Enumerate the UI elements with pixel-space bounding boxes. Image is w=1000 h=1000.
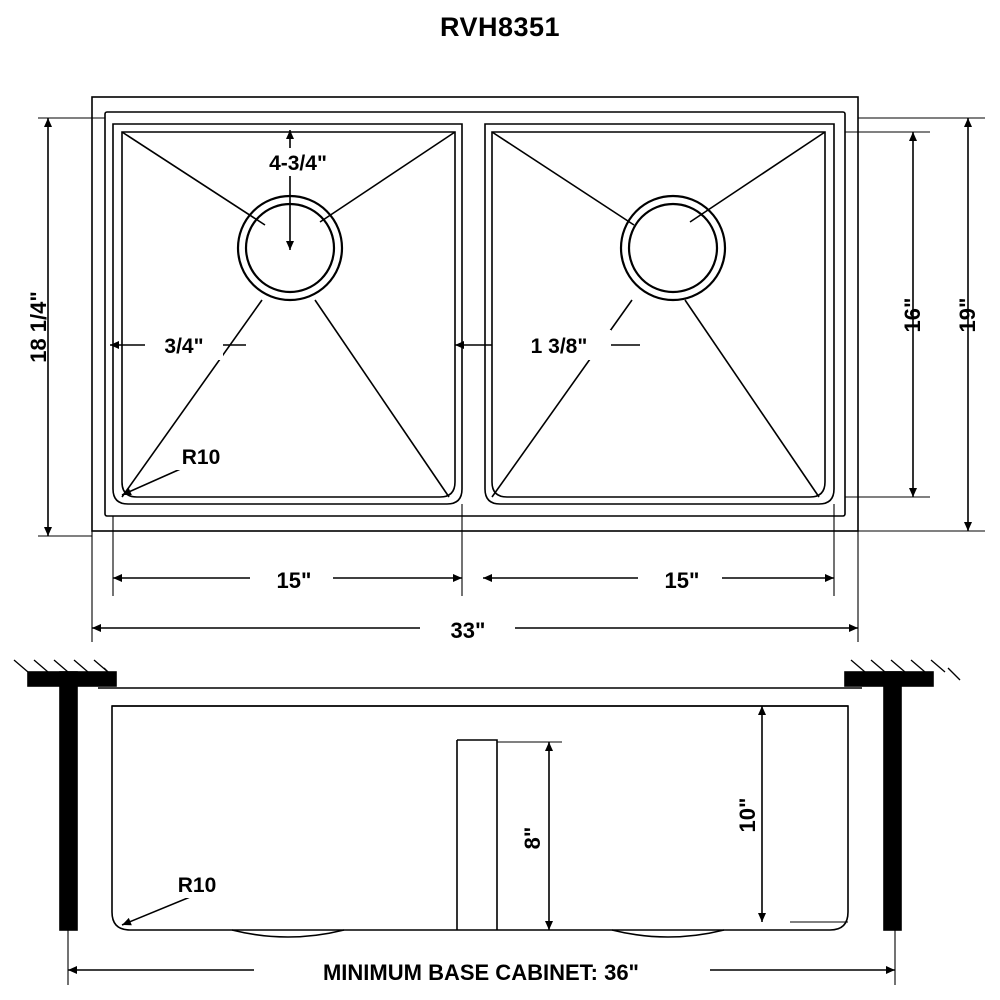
label-corner-radius-front: R10 [177, 874, 217, 897]
cabinet-left-wall [60, 672, 77, 930]
right-drain-inner [629, 204, 717, 292]
right-bowl-slope-bl [492, 300, 632, 497]
label-left-wall-gap: 3/4" [164, 335, 204, 358]
sink-front-divider [457, 740, 497, 930]
label-right-bowl-width: 15" [664, 568, 700, 593]
left-bowl-slope-tl [122, 132, 265, 225]
label-divider-gap: 1 3/8" [530, 335, 588, 358]
label-front-bowl-depth: 10" [735, 797, 760, 833]
label-corner-radius-top: R10 [181, 446, 221, 469]
page-title: RVH8351 [439, 12, 561, 42]
right-bowl-slope-br [685, 300, 819, 497]
cabinet-right-wall [884, 672, 901, 930]
right-bowl-slope-tl [492, 132, 634, 225]
right-drain-outer [621, 196, 725, 300]
right-bowl-outline [492, 132, 825, 497]
right-bowl-slope-tr [690, 132, 825, 222]
left-bowl-bottom-curve [232, 930, 344, 937]
label-bowl-depth-outer: 19" [955, 297, 980, 333]
label-overall-height: 18 1/4" [26, 291, 51, 363]
right-bowl-bottom-curve [612, 930, 724, 937]
left-bowl-rim [113, 124, 462, 504]
label-drain-offset: 4-3/4" [269, 152, 327, 175]
left-bowl-slope-tr [320, 132, 455, 222]
label-left-bowl-width: 15" [276, 568, 312, 593]
label-bowl-depth-inner: 16" [900, 297, 925, 333]
label-overall-width: 33" [450, 618, 486, 643]
counter-hatching [14, 660, 960, 680]
label-base-cabinet: MINIMUM BASE CABINET: 36" [322, 960, 640, 985]
left-bowl-slope-br [315, 300, 449, 497]
right-bowl-rim [485, 124, 834, 504]
label-divider-height: 8" [520, 826, 545, 850]
